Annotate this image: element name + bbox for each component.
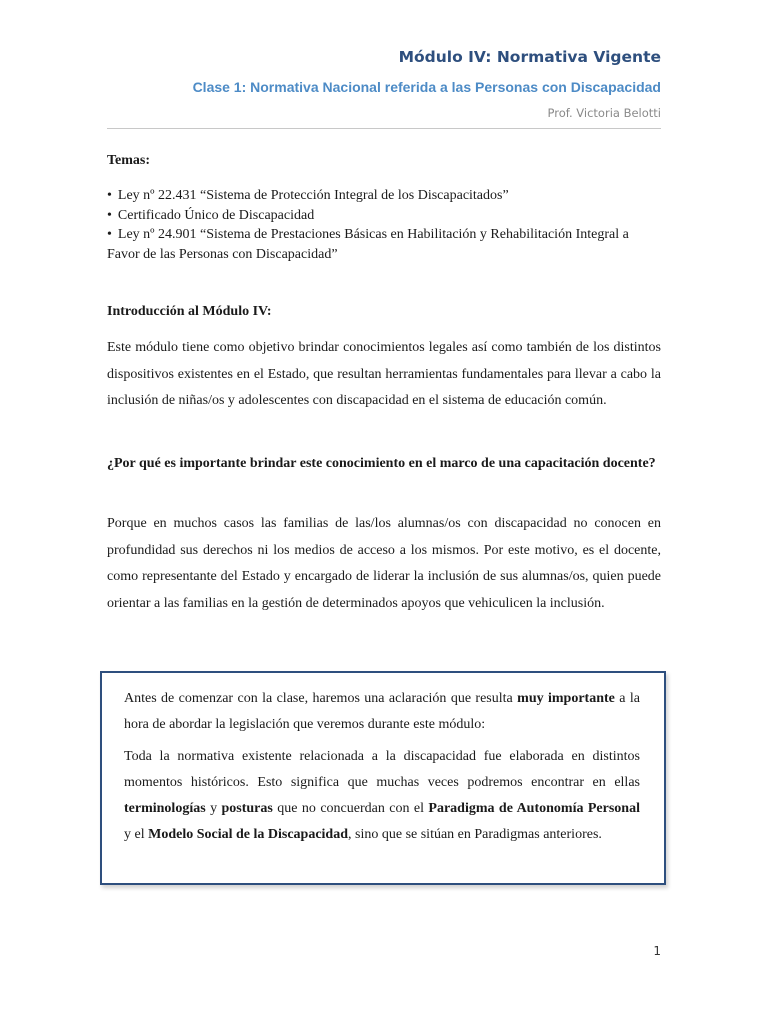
temas-heading: Temas: — [107, 153, 151, 168]
class-title: Clase 1: Normativa Nacional referida a las Personas con Discapacidad — [192, 79, 661, 95]
note-emphasis: muy importante — [517, 691, 615, 706]
note-text: que no concuerdan con el — [272, 801, 429, 816]
temas-item: • Ley nº 22.431 “Sistema de Protección Integral de los Discapacitados” — [107, 186, 661, 206]
page-header — [107, 0, 661, 129]
note-text: Toda la normativa existente relacionada a la discapacidad fue elaborada en distintos momentos históricos. Esto significa que muchas veces podremos encontrar en ellas — [124, 749, 640, 790]
intro-heading: Introducción al Módulo IV: — [107, 304, 272, 319]
note-text: y — [205, 801, 222, 816]
note-box — [100, 671, 666, 885]
note-emphasis: terminologías — [124, 801, 206, 816]
question-heading: ¿Por qué es importante brindar este conocimiento en el marco de una capacitación docente? — [107, 456, 656, 471]
temas-item: • Ley nº 24.901 “Sistema de Prestaciones Básicas en Habilitación y Rehabilitación Integral a Favor de las Personas con Discapacidad” — [107, 225, 661, 264]
note-emphasis: Paradigma de Autonomía Personal — [428, 801, 640, 816]
temas-list — [107, 186, 661, 264]
professor-name: Prof. Victoria Belotti — [547, 106, 661, 120]
page-number: 1 — [653, 944, 661, 958]
module-title: Módulo IV: Normativa Vigente — [398, 48, 661, 66]
note-emphasis: posturas — [221, 801, 273, 816]
note-text: a la hora de abordar la legislación que veremos durante este módulo: — [124, 691, 641, 732]
note-paragraph-2 — [124, 744, 640, 848]
intro-paragraph: Este módulo tiene como objetivo brindar conocimientos legales así como también de los distintos dispositivos existentes en el Estado, que resultan herramientas fundamentales para llevar a cabo la inclusión de niñas/os y adolescentes con discapacidad en el sistema de educación común. — [107, 340, 661, 408]
note-emphasis: Modelo Social de la Discapacidad — [148, 827, 349, 842]
temas-item: • Certificado Único de Discapacidad — [107, 206, 661, 226]
note-text: Antes de comenzar con la clase, haremos una aclaración que resulta — [124, 691, 518, 706]
question-paragraph: Porque en muchos casos las familias de las/los alumnas/os con discapacidad no conocen en profundidad sus derechos ni los medios de acceso a los mismos. Por este motivo, es el docente, como representante del Estado y encargado de liderar la inclusión de sus alumnas/os, quien puede orientar a las familias en la gestión de determinados apoyos que vehiculicen la inclusión. — [107, 516, 661, 611]
note-text: , sino que se sitúan en Paradigmas anteriores. — [348, 827, 602, 842]
note-paragraph-1 — [124, 686, 640, 738]
note-text: y el — [124, 827, 149, 842]
